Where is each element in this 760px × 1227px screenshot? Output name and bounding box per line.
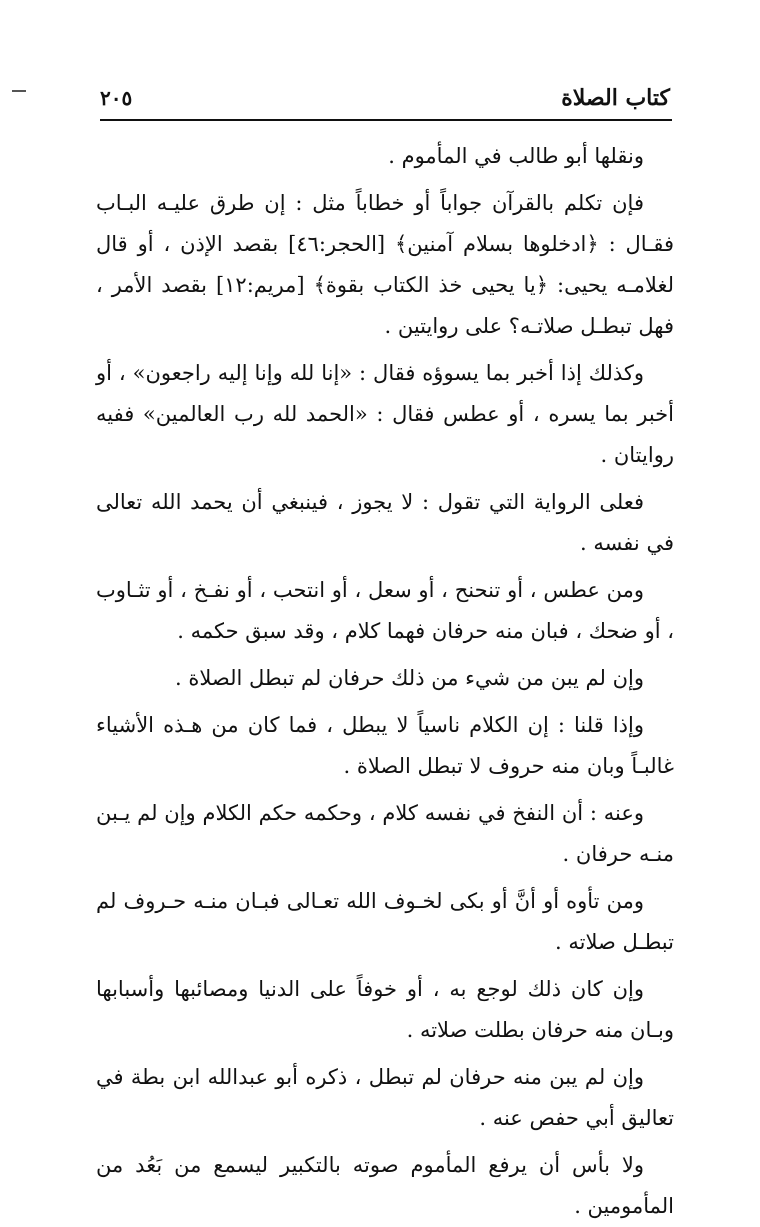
paragraph: فإن تكلم بالقرآن جواباً أو خطاباً مثل : إن طرق عليـه البـاب فقـال : ﴿ادخلوها بسلام آمنين﴾ [الحجر:٤٦] بقصد الإذن ، أو قال لغلامـه يحيى: ﴿يا يحيى خذ الكتاب بقوة﴾ [مريم:١٢] بقصد الأمر ، فهل تبطـل صلاتـه؟ على روايتين . <box>96 191 674 338</box>
page-header <box>100 78 670 118</box>
margin-mark <box>12 90 26 92</box>
paragraph: وإذا قلنا : إن الكلام ناسياً لا يبطل ، فما كان من هـذه الأشياء غالبـاً وبان منه حروف لا تبطل الصلاة . <box>96 713 674 778</box>
body-text <box>96 136 674 1218</box>
paragraph: ومن عطس ، أو تنحنح ، أو سعل ، أو انتحب ، أو نفـخ ، أو تثـاوب ، أو ضحك ، فبان منه حرفان فهما كلام ، وقد سبق حكمه . <box>96 578 674 643</box>
paragraph: وكذلك إذا أخبر بما يسوؤه فقال : «إنا لله وإنا إليه راجعون» ، أو أخبر بما يسره ، أو عطس فقال : «الحمد لله رب العالمين» ففيه روايتان . <box>96 361 674 467</box>
running-title: كتاب الصلاة <box>561 85 670 111</box>
paragraph: ولا بأس أن يرفع المأموم صوته بالتكبير ليسمع من بَعُد من المأمومين . <box>96 1153 674 1218</box>
paragraph: وعنه : أن النفخ في نفسه كلام ، وحكمه حكم الكلام وإن لم يـبن منـه حرفان . <box>96 801 674 866</box>
paragraph: وإن كان ذلك لوجع به ، أو خوفاً على الدنيا ومصائبها وأسبابها وبـان منه حرفان بطلت صلاته . <box>96 977 674 1042</box>
paragraph: ومن تأوه أو أنَّ أو بكى لخـوف الله تعـالى فبـان منـه حـروف لم تبطـل صلاته . <box>96 889 674 954</box>
paragraph: ونقلها أبو طالب في المأموم . <box>388 144 644 168</box>
page-number: ٢٠٥ <box>100 86 133 110</box>
paragraph: وإن لم يبن من شيء من ذلك حرفان لم تبطل الصلاة . <box>174 666 644 690</box>
paragraph: وإن لم يبن منه حرفان لم تبطل ، ذكره أبو عبدالله ابن بطة في تعاليق أبي حفص عنه . <box>96 1065 674 1130</box>
paragraph: فعلى الرواية التي تقول : لا يجوز ، فينبغي أن يحمد الله تعالى في نفسه . <box>96 490 674 555</box>
header-rule <box>100 119 672 121</box>
